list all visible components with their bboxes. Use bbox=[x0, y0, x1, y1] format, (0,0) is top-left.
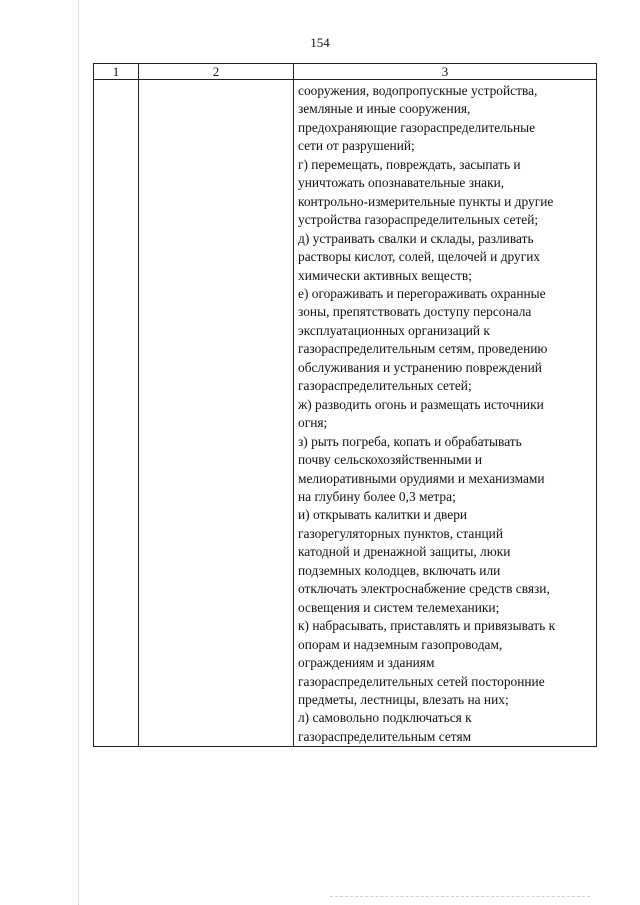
text-line: д) устраивать свалки и склады, разливать bbox=[298, 230, 534, 246]
text-line: газорегуляторных пунктов, станций bbox=[298, 525, 504, 541]
table-header-row bbox=[94, 64, 597, 80]
text-line: почву сельскохозяйственными и bbox=[298, 452, 483, 468]
table-cell-col1 bbox=[94, 80, 139, 747]
document-table bbox=[93, 63, 597, 747]
scan-margin-line bbox=[78, 0, 79, 905]
text-line: е) огораживать и перегораживать охранные bbox=[298, 285, 546, 301]
text-line: земляные и иные сооружения, bbox=[298, 101, 471, 117]
text-line: л) самовольно подключаться к bbox=[298, 710, 472, 726]
text-line: з) рыть погреба, копать и обрабатывать bbox=[298, 433, 522, 449]
text-line: устройства газораспределительных сетей; bbox=[298, 212, 539, 228]
text-line: растворы кислот, солей, щелочей и других bbox=[298, 249, 541, 265]
page-number: 154 bbox=[310, 35, 330, 50]
cell-body-text bbox=[294, 80, 596, 746]
text-line: опорам и надземным газопроводам, bbox=[298, 636, 503, 652]
text-line: контрольно-измерительные пункты и другие bbox=[298, 193, 554, 209]
text-line: газораспределительных сетей; bbox=[298, 378, 472, 394]
text-line: подземных колодцев, включать или bbox=[298, 562, 501, 578]
text-line: на глубину более 0,3 метра; bbox=[298, 488, 456, 504]
text-line: ограждениям и зданиям bbox=[298, 655, 435, 671]
text-line: отключать электроснабжение средств связи, bbox=[298, 581, 550, 597]
table-row bbox=[94, 80, 597, 747]
text-line: мелиоративными орудиями и механизмами bbox=[298, 470, 545, 486]
text-line: газораспределительным сетям, проведению bbox=[298, 341, 548, 357]
table-cell-col3 bbox=[294, 80, 597, 747]
text-line: предохраняющие газораспределительные bbox=[298, 119, 536, 135]
scan-artifact bbox=[330, 896, 590, 900]
text-line: к) набрасывать, приставлять и привязывать к bbox=[298, 618, 556, 634]
text-line: обслуживания и устранению повреждений bbox=[298, 359, 542, 375]
text-line: предметы, лестницы, влезать на них; bbox=[298, 691, 509, 707]
text-line: ж) разводить огонь и размещать источники bbox=[298, 396, 544, 412]
text-line: зоны, препятствовать доступу персонала bbox=[298, 304, 532, 320]
text-line: катодной и дренажной защиты, люки bbox=[298, 544, 511, 560]
text-line: эксплуатационных организаций к bbox=[298, 322, 490, 338]
text-line: уничтожать опознавательные знаки, bbox=[298, 175, 505, 191]
column-header-3: 3 bbox=[294, 64, 597, 80]
text-line: освещения и систем телемеханики; bbox=[298, 599, 500, 615]
text-line: сети от разрушений; bbox=[298, 138, 415, 154]
table-cell-col2 bbox=[139, 80, 294, 747]
text-line: сооружения, водопропускные устройства, bbox=[298, 83, 538, 98]
column-header-1: 1 bbox=[94, 64, 139, 80]
text-line: огня; bbox=[298, 415, 328, 431]
text-line: химически активных веществ; bbox=[298, 267, 472, 283]
text-line: и) открывать калитки и двери bbox=[298, 507, 468, 523]
text-line: газораспределительным сетям bbox=[298, 728, 472, 744]
text-line: г) перемещать, повреждать, засыпать и bbox=[298, 156, 521, 172]
column-header-2: 2 bbox=[139, 64, 294, 80]
text-line: газораспределительных сетей посторонние bbox=[298, 673, 545, 689]
